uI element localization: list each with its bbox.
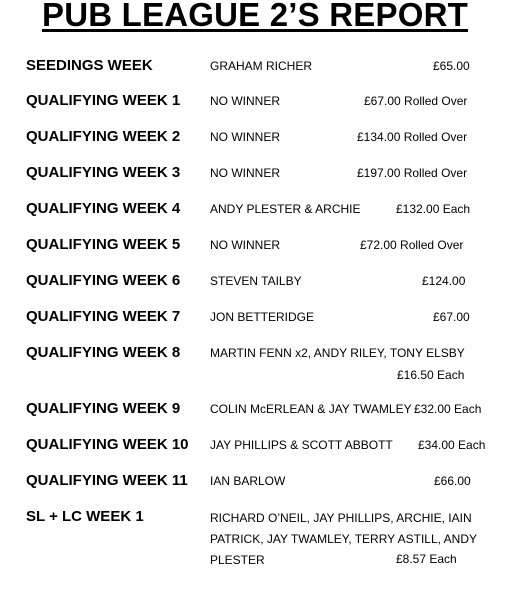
prize-amount: £134.00 Rolled Over (357, 130, 468, 144)
prize-amount: £66.00 (434, 474, 471, 488)
week-label: QUALIFYING WEEK 1 (26, 92, 181, 109)
prize-amount: £67.00 Rolled Over (364, 94, 468, 108)
winner-name: STEVEN TAILBY (210, 274, 302, 288)
winner-name: JAY PHILLIPS & SCOTT ABBOTT (210, 438, 393, 452)
prize-amount: £132.00 Each (396, 202, 471, 216)
week-label: SEEDINGS WEEK (26, 57, 153, 74)
prize-amount: £34.00 Each (418, 438, 486, 452)
winner-name: MARTIN FENN x2, ANDY RILEY, TONY ELSBY (210, 346, 465, 360)
week-label: QUALIFYING WEEK 9 (26, 400, 181, 417)
winner-name: NO WINNER (210, 94, 280, 108)
prize-amount: £32.00 Each (414, 402, 482, 416)
winner-name: ANDY PLESTER & ARCHIE (210, 202, 361, 216)
week-label: QUALIFYING WEEK 8 (26, 344, 181, 361)
week-label: QUALIFYING WEEK 2 (26, 128, 181, 145)
prize-amount: £8.57 Each (396, 552, 457, 566)
winner-name: NO WINNER (210, 130, 280, 144)
week-label: QUALIFYING WEEK 3 (26, 164, 181, 181)
prize-amount: £72.00 Rolled Over (360, 238, 464, 252)
prize-amount: £65.00 (433, 59, 470, 73)
week-label: QUALIFYING WEEK 4 (26, 200, 181, 217)
winner-name: NO WINNER (210, 166, 280, 180)
winner-name: IAN BARLOW (210, 474, 286, 488)
week-label: QUALIFYING WEEK 7 (26, 308, 181, 325)
week-label: QUALIFYING WEEK 6 (26, 272, 181, 289)
winner-name: GRAHAM RICHER (210, 59, 313, 73)
report-title: PUB LEAGUE 2’S REPORT (42, 0, 468, 33)
prize-amount: £124.00 (422, 274, 466, 288)
winner-name: JON BETTERIDGE (210, 310, 315, 324)
week-label: SL + LC WEEK 1 (26, 508, 144, 525)
prize-amount: £197.00 Rolled Over (357, 166, 468, 180)
winner-name: NO WINNER (210, 238, 280, 252)
winner-name: COLIN McERLEAN & JAY TWAMLEY (210, 402, 412, 416)
week-label: QUALIFYING WEEK 11 (26, 472, 188, 489)
prize-amount: £16.50 Each (397, 368, 465, 382)
week-label: QUALIFYING WEEK 10 (26, 436, 189, 453)
prize-amount: £67.00 (433, 310, 470, 324)
winner-name: RICHARD O’NEIL, JAY PHILLIPS, ARCHIE, IAIN PATRICK, JAY TWAMLEY, TERRY ASTILL, ANDY PLESTER (210, 511, 477, 567)
week-label: QUALIFYING WEEK 5 (26, 236, 181, 253)
